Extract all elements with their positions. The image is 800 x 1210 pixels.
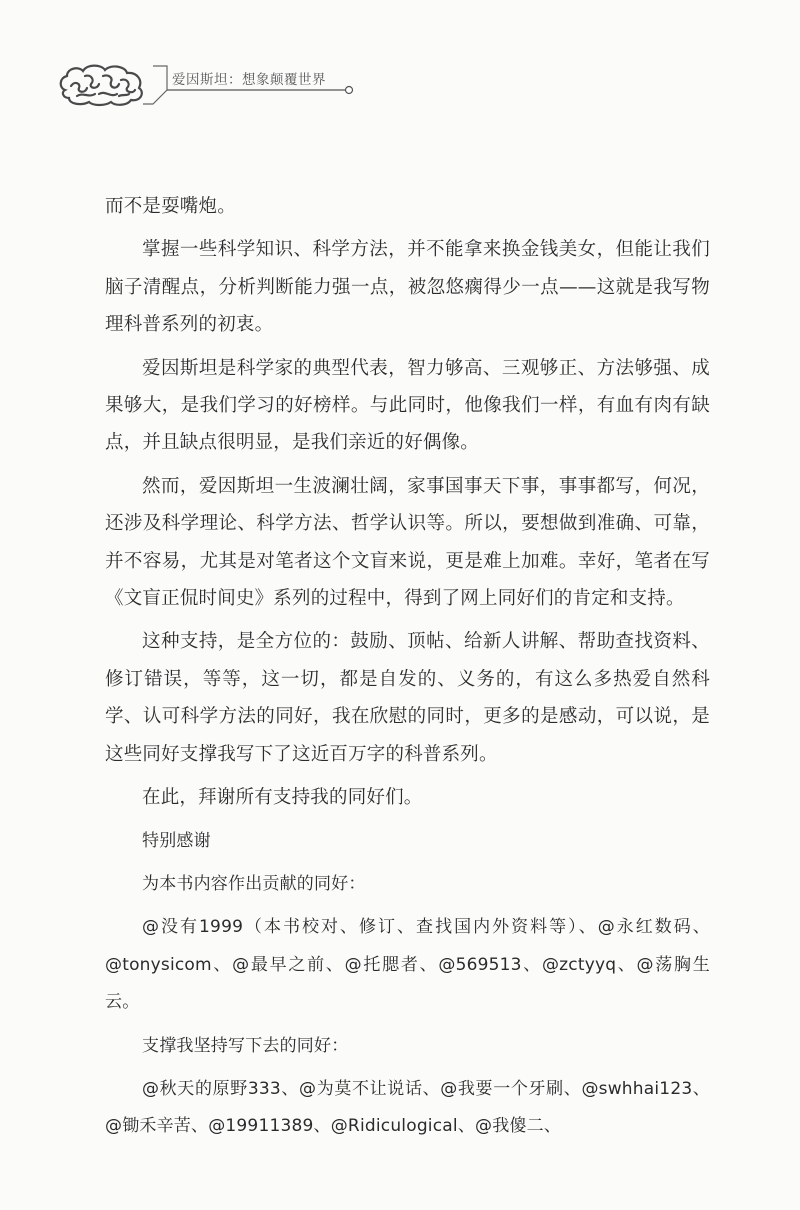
paragraph-support: 这种支持，是全方位的：鼓励、顶帖、给新人讲解、帮助查找资料、修订错误，等等，这一切，都是自发的、义务的，有这么多热爱自然科学、认可科学方法的同好，我在欣慰的同时，更多的是感动，可以说，是这些同好支撑我写下了这近百万字的科普系列。 xyxy=(105,631,710,765)
contributors-list: @没有1999（本书校对、修订、查找国内外资料等）、@永红数码、@tonysicom、@最早之前、@托腮者、@569513、@zctyyq、@荡胸生云。 xyxy=(105,917,710,1013)
special-thanks-heading: 特别感谢 xyxy=(142,830,211,851)
running-head: 爱因斯坦：想象颠覆世界 xyxy=(172,72,326,88)
paragraph-einstein: 爱因斯坦是科学家的典型代表，智力够高、三观够正、方法够强、成果够大，是我们学习的好榜样。与此同时，他像我们一样，有血有肉有缺点，并且缺点很明显，是我们亲近的好偶像。 xyxy=(105,357,710,454)
body-text xyxy=(105,188,710,1152)
page-header xyxy=(55,60,365,116)
paragraph-purpose: 掌握一些科学知识、科学方法，并不能拿来换金钱美女，但能让我们脑子清醒点，分析判断能力强一点，被忽悠瘸得少一点——这就是我写物理科普系列的初衷。 xyxy=(105,239,710,336)
paragraph-continuation: 而不是耍嘴炮。 xyxy=(105,196,236,217)
paragraph-thanks: 在此，拜谢所有支持我的同好们。 xyxy=(142,787,423,809)
supporters-list: @秋天的原野333、@为莫不让说话、@我要一个牙刷、@swhhai123、@锄禾辛苦、@19911389、@Ridiculogical、@我傻二、 xyxy=(105,1078,710,1137)
paragraph-difficulty: 然而，爱因斯坦一生波澜壮阔，家事国事天下事，事事都写，何况，还涉及科学理论、科学方法、哲学认识等。所以，要想做到准确、可靠，并不容易，尤其是对笔者这个文盲来说，更是难上加难。幸好，笔者在写《文盲正侃时间史》系列的过程中，得到了网上同好们的肯定和支持。 xyxy=(105,475,710,610)
contributors-heading: 为本书内容作出贡献的同好： xyxy=(142,873,366,894)
supporters-heading: 支撑我坚持写下去的同好： xyxy=(142,1035,349,1056)
